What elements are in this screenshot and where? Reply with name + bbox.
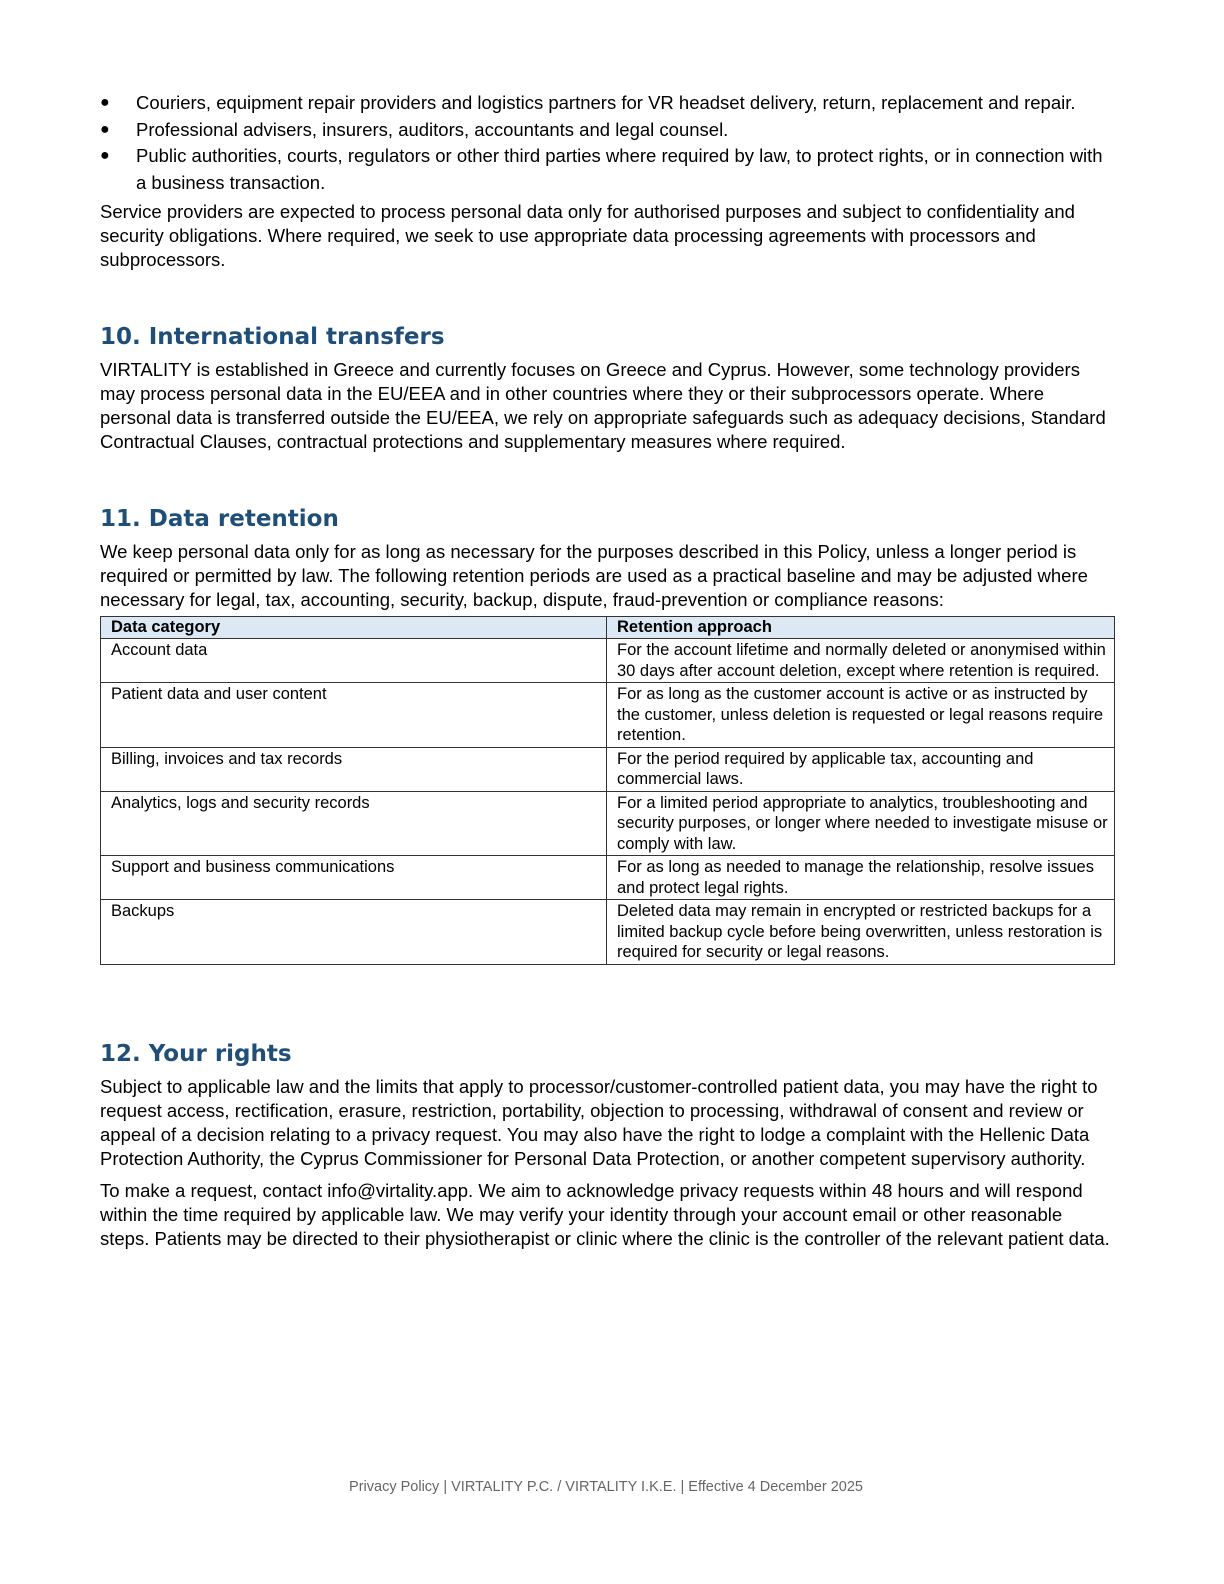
section-11-paragraph: We keep personal data only for as long as necessary for the purposes described in this Policy, unless a longer period is required or permitted by law. The following retention periods are used as a practical baseline and may be adjusted where necessary for legal, tax, accounting, security, backup, dispute, fraud-prevention or compliance reasons: <box>100 541 1088 610</box>
retention-table <box>100 616 1115 965</box>
table-cell-retention: For the period required by applicable tax, accounting and commercial laws. <box>607 747 1115 791</box>
table-cell-category: Support and business communications <box>101 856 607 900</box>
table-cell-category: Account data <box>101 639 607 683</box>
table-cell-retention: For a limited period appropriate to analytics, troubleshooting and security purposes, or longer where needed to investigate misuse or comply with law. <box>607 791 1115 856</box>
list-item: ● Public authorities, courts, regulators or other third parties where required by law, to protect rights, or in connection with a business transaction. <box>100 145 1103 193</box>
table-cell-retention: Deleted data may remain in encrypted or restricted backups for a limited backup cycle before being overwritten, unless restoration is required for security or legal reasons. <box>607 900 1115 965</box>
page-footer: Privacy Policy | VIRTALITY P.C. / VIRTALITY I.K.E. | Effective 4 December 2025 <box>349 1479 863 1495</box>
section-10-paragraph: VIRTALITY is established in Greece and currently focuses on Greece and Cyprus. However, some technology providers may process personal data in the EU/EEA and in other countries where they or their subprocessors operate. Where personal data is transferred outside the EU/EEA, we rely on appropriate safeguards such as adequacy decisions, Standard Contractual Clauses, contractual protections and supplementary measures where required. <box>100 359 1106 452</box>
list-item: ● Professional advisers, insurers, auditors, accountants and legal counsel. <box>100 117 1113 144</box>
table-cell-retention: For the account lifetime and normally deleted or anonymised within 30 days after account deletion, except where retention is required. <box>607 639 1115 683</box>
service-providers-paragraph: Service providers are expected to process personal data only for authorised purposes and subject to confidentiality and security obligations. Where required, we seek to use appropriate data processing agreements with processors and subprocessors. <box>100 201 1075 270</box>
table-cell-category: Backups <box>101 900 607 965</box>
table-row <box>101 639 1115 683</box>
recipients-list <box>100 90 1113 196</box>
bullet-icon: ● <box>100 147 110 164</box>
list-item: ● Couriers, equipment repair providers and logistics partners for VR headset delivery, return, replacement and repair. <box>100 90 1113 117</box>
section-10-heading: 10. International transfers <box>100 324 445 350</box>
table-row <box>101 900 1115 965</box>
document-page <box>100 90 1113 1251</box>
table-row <box>101 747 1115 791</box>
table-row <box>101 683 1115 748</box>
table-header-row <box>101 617 1115 639</box>
section-11-heading: 11. Data retention <box>100 506 339 532</box>
table-row <box>101 856 1115 900</box>
column-header-data-category: Data category <box>101 617 607 639</box>
table-cell-retention: For as long as needed to manage the relationship, resolve issues and protect legal rights. <box>607 856 1115 900</box>
table-cell-retention: For as long as the customer account is active or as instructed by the customer, unless deletion is requested or legal reasons require retention. <box>607 683 1115 748</box>
section-12-heading: 12. Your rights <box>100 1040 292 1067</box>
bullet-icon: ● <box>100 94 110 111</box>
table-cell-category: Patient data and user content <box>101 683 607 748</box>
table-cell-category: Analytics, logs and security records <box>101 791 607 856</box>
column-header-retention-approach: Retention approach <box>607 617 1115 639</box>
bullet-icon: ● <box>100 120 110 138</box>
table-cell-category: Billing, invoices and tax records <box>101 747 607 791</box>
section-12-paragraph-1: Subject to applicable law and the limits that apply to processor/customer-controlled patient data, you may have the right to request access, rectification, erasure, restriction, portability, objection to processing, withdrawal of consent and review or appeal of a decision relating to a privacy request. You may also have the right to lodge a complaint with the Hellenic Data Protection Authority, the Cyprus Commissioner for Personal Data Protection, or another competent supervisory authority. <box>100 1075 1098 1169</box>
section-12-paragraph-2: To make a request, contact info@virtality.app. We aim to acknowledge privacy requests within 48 hours and will respond within the time required by applicable law. We may verify your identity through your account email or other reasonable steps. Patients may be directed to their physiotherapist or clinic where the clinic is the controller of the relevant patient data. <box>100 1179 1110 1249</box>
table-row <box>101 791 1115 856</box>
